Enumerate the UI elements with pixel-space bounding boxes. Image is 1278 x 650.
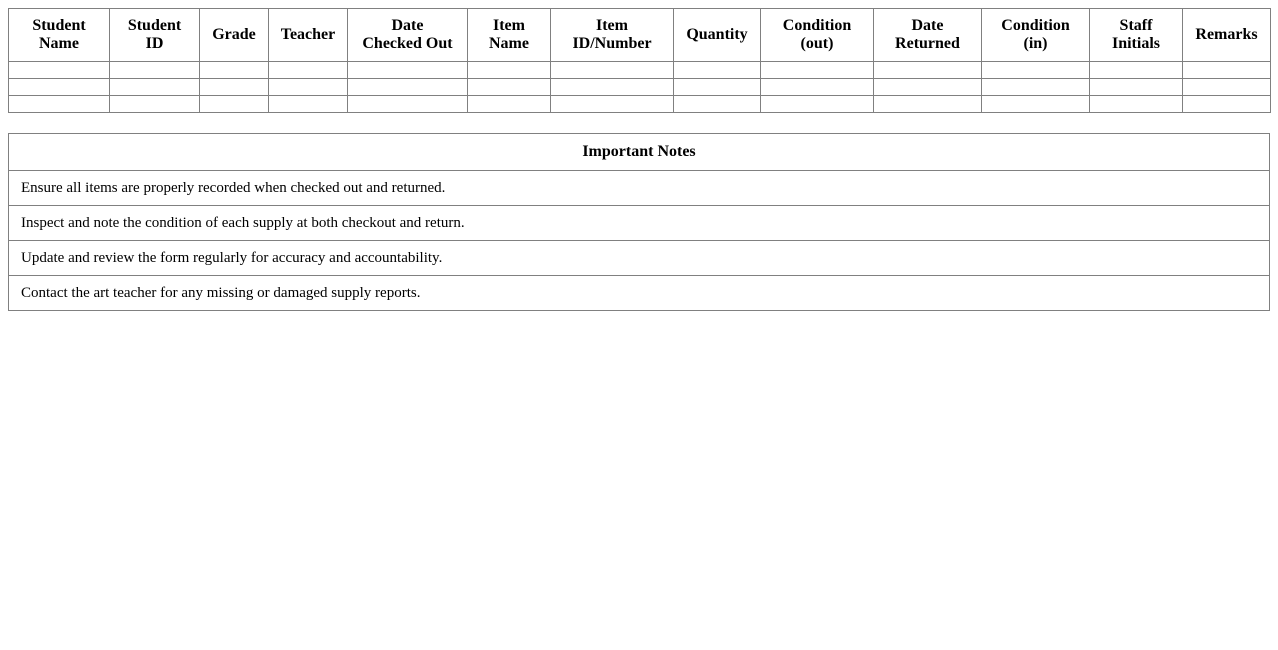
table-cell[interactable]: [9, 62, 110, 79]
table-cell[interactable]: [269, 96, 348, 113]
table-cell[interactable]: [200, 79, 269, 96]
table-cell[interactable]: [468, 62, 551, 79]
header-student-name: Student Name: [9, 9, 110, 62]
table-cell[interactable]: [348, 96, 468, 113]
table-cell[interactable]: [551, 96, 674, 113]
header-staff-initials: Staff Initials: [1090, 9, 1183, 62]
table-cell[interactable]: [551, 79, 674, 96]
table-cell[interactable]: [982, 62, 1090, 79]
table-cell[interactable]: [874, 62, 982, 79]
header-condition-in: Condition (in): [982, 9, 1090, 62]
table-cell[interactable]: [874, 79, 982, 96]
table-cell[interactable]: [9, 96, 110, 113]
note-item: Update and review the form regularly for accuracy and accountability.: [9, 241, 1270, 276]
header-item-id-number: Item ID/Number: [551, 9, 674, 62]
table-row: [9, 62, 1271, 79]
table-cell[interactable]: [1183, 62, 1271, 79]
table-cell[interactable]: [110, 96, 200, 113]
table-row: [9, 79, 1271, 96]
note-row: [9, 276, 1270, 311]
notes-title: Important Notes: [9, 134, 1270, 171]
table-cell[interactable]: [982, 96, 1090, 113]
table-cell[interactable]: [761, 79, 874, 96]
header-remarks: Remarks: [1183, 9, 1271, 62]
table-cell[interactable]: [269, 79, 348, 96]
header-date-checked-out: Date Checked Out: [348, 9, 468, 62]
header-quantity: Quantity: [674, 9, 761, 62]
note-row: [9, 171, 1270, 206]
table-cell[interactable]: [200, 62, 269, 79]
table-cell[interactable]: [468, 79, 551, 96]
table-cell[interactable]: [674, 62, 761, 79]
header-date-returned: Date Returned: [874, 9, 982, 62]
table-cell[interactable]: [269, 62, 348, 79]
header-grade: Grade: [200, 9, 269, 62]
table-cell[interactable]: [674, 79, 761, 96]
header-item-name: Item Name: [468, 9, 551, 62]
important-notes-table: [8, 133, 1270, 311]
note-item: Contact the art teacher for any missing or damaged supply reports.: [9, 276, 1270, 311]
table-cell[interactable]: [1090, 79, 1183, 96]
table-cell[interactable]: [348, 62, 468, 79]
header-teacher: Teacher: [269, 9, 348, 62]
table-cell[interactable]: [468, 96, 551, 113]
table-cell[interactable]: [551, 62, 674, 79]
supply-checkout-log-table: [8, 8, 1271, 113]
table-cell[interactable]: [761, 96, 874, 113]
note-item: Ensure all items are properly recorded when checked out and returned.: [9, 171, 1270, 206]
table-cell[interactable]: [1090, 96, 1183, 113]
table-cell[interactable]: [348, 79, 468, 96]
table-cell[interactable]: [110, 79, 200, 96]
table-cell[interactable]: [982, 79, 1090, 96]
table-row: [9, 96, 1271, 113]
table-cell[interactable]: [1090, 62, 1183, 79]
table-cell[interactable]: [1183, 96, 1271, 113]
note-item: Inspect and note the condition of each supply at both checkout and return.: [9, 206, 1270, 241]
table-cell[interactable]: [9, 79, 110, 96]
header-condition-out: Condition (out): [761, 9, 874, 62]
table-cell[interactable]: [110, 62, 200, 79]
note-row: [9, 241, 1270, 276]
notes-header-row: [9, 134, 1270, 171]
header-student-id: Student ID: [110, 9, 200, 62]
table-cell[interactable]: [874, 96, 982, 113]
table-header-row: [9, 9, 1271, 62]
table-cell[interactable]: [1183, 79, 1271, 96]
table-cell[interactable]: [761, 62, 874, 79]
note-row: [9, 206, 1270, 241]
table-cell[interactable]: [200, 96, 269, 113]
table-cell[interactable]: [674, 96, 761, 113]
